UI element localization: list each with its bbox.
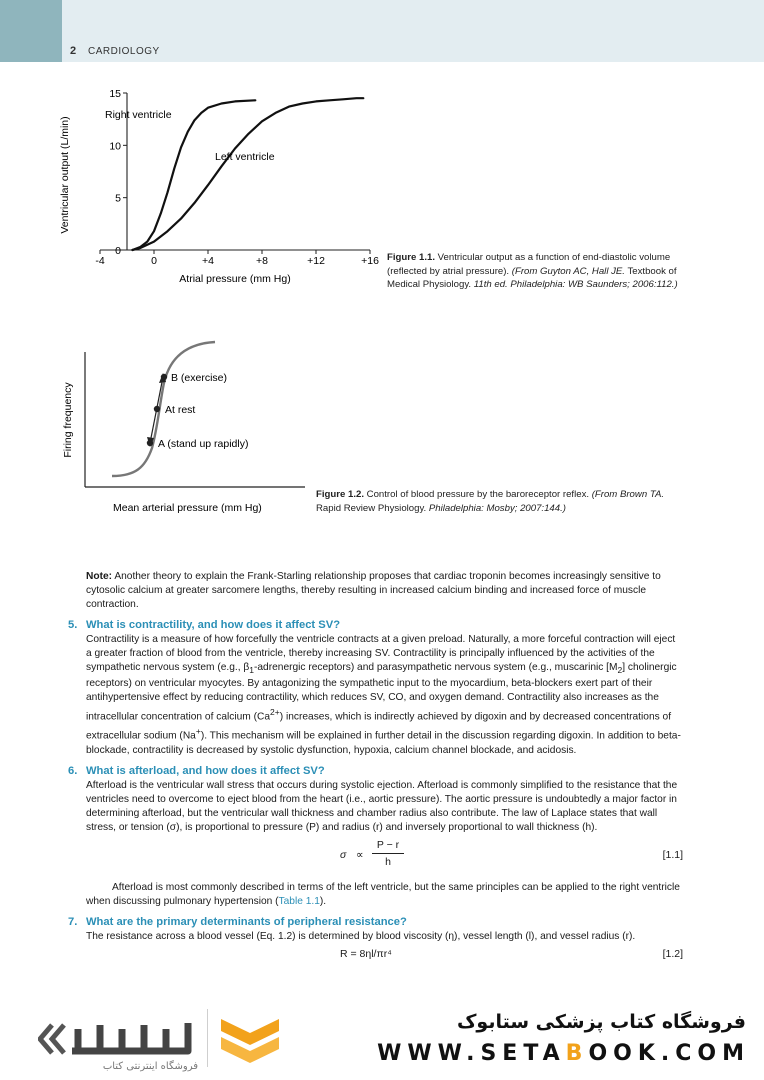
- y-tick-label: 15: [109, 88, 121, 100]
- point-a: [147, 440, 153, 446]
- url-part: WWW.SETA: [377, 1041, 566, 1066]
- figure-1-1-caption: [387, 251, 687, 292]
- equation-fraction: [372, 839, 404, 868]
- question-title: What are the primary determinants of peripheral resistance?: [86, 915, 407, 928]
- figure-1-1-chart: [55, 80, 385, 295]
- superscript: 2+: [270, 707, 280, 718]
- note-label: Note:: [86, 571, 113, 582]
- x-tick-label: -4: [95, 255, 105, 267]
- caption-source-title: Textbook of: [627, 265, 677, 277]
- caption-text: Ventricular output as a function of end-diastolic volume (reflected by atrial pressure).: [387, 252, 671, 277]
- question-number: 7.: [68, 915, 78, 928]
- caption-source-publisher: Philadelphia: Mosby; 2007:144.): [428, 502, 566, 514]
- x-tick-label: +16: [361, 255, 379, 267]
- equation-numerator: P − r: [372, 839, 404, 854]
- equation-text: R = 8ηl/πr⁴: [340, 947, 392, 960]
- figure-1-2-caption: [316, 488, 681, 515]
- answer-part: ] cholinergic receptors) on ventricular myocytes. By antagonizing the sympathetic input to the myocardium, beta-blockers exert part of their antihypertensive effect by reducing contractility, which reduces SV, CO, and oxygen demand. Contractility also increases as the intracellular concentration of calcium (Ca: [86, 662, 677, 723]
- y-tick-label: 0: [115, 245, 121, 257]
- series-label-right-ventricle: Right ventricle: [105, 109, 172, 121]
- logo-chevrons-icon: [40, 1025, 64, 1053]
- setabook-logo: [38, 1003, 208, 1073]
- caption-label: Figure 1.1.: [387, 252, 435, 263]
- equation-tag: [1.2]: [662, 947, 683, 960]
- x-tick-label: 0: [151, 255, 157, 267]
- y-axis-label: Firing frequency: [62, 382, 74, 458]
- answer-part: -adrenergic receptors) and parasympathetic nervous system (e.g., muscarinic [M: [254, 662, 618, 673]
- figure-1-2-chart: [55, 330, 315, 520]
- url-part: OOK.COM: [588, 1041, 750, 1066]
- question-6: [68, 764, 683, 909]
- caption-source: (From Guyton AC, Hall JE.: [511, 265, 625, 277]
- x-axis-label: Atrial pressure (mm Hg): [179, 273, 291, 285]
- subscript: 1: [249, 665, 254, 676]
- paragraph-end: ).: [319, 895, 327, 907]
- shop-name: فروشگاه کتاب پزشکی ستابوک: [456, 1011, 746, 1033]
- x-tick-label: +12: [307, 255, 325, 267]
- y-tick-label: 5: [115, 192, 121, 205]
- note-text: Another theory to explain the Frank-Starling relationship proposes that cardiac troponin becomes increasingly sensitive to cytosolic calcium at greater sarcomere lengths, thereby resulting in increased calcium binding and increased force of muscle contraction.: [86, 571, 661, 610]
- point-at-rest: [154, 406, 160, 412]
- question-heading: [68, 915, 683, 930]
- subscript: 2: [617, 665, 623, 676]
- question-title: What is afterload, and how does it affect SV?: [86, 764, 325, 777]
- caption-label: Figure 1.2.: [316, 489, 364, 500]
- x-tick-label: +8: [256, 255, 268, 267]
- question-heading: [68, 764, 683, 779]
- table-link[interactable]: Table 1.1: [278, 895, 320, 907]
- answer-text: Afterload is the ventricular wall stress that occurs during systolic ejection. Afterload is commonly simplified to the resistance that the ventricles need to overcome to eject blood from the heart (i.e., aortic pressure). The aortic pressure is undoubtedly a major factor in determining afterload, but the ventricular wall thickness and chamber radius also contribute. The law of Laplace states that wall stress, or tension (σ), is proportional to pressure (P) and radius (r) and inversely proportional to wall thickness (h).: [86, 779, 678, 833]
- body-text: [68, 570, 683, 962]
- equation-1-2: [68, 946, 683, 962]
- section-title: CARDIOLOGY: [88, 46, 160, 57]
- question-heading: [68, 618, 683, 633]
- question-number: 6.: [68, 764, 78, 777]
- logo-wordmark-icon: [72, 1023, 188, 1051]
- point-b: [161, 374, 167, 380]
- question-title: What is contractility, and how does it affect SV?: [86, 619, 341, 631]
- series-line-right-ventricle: [132, 100, 255, 250]
- caption-source-title: Rapid Review Physiology.: [316, 502, 427, 514]
- equation-denominator: h: [385, 855, 391, 868]
- x-axis-label: Mean arterial pressure (mm Hg): [113, 502, 262, 514]
- caption-source-publisher: 11th ed. Philadelphia: WB Saunders; 2006:112.): [473, 279, 678, 290]
- caption-source-title-2: Medical Physiology.: [387, 279, 472, 290]
- y-axis-label: Ventricular output (L/min): [59, 116, 71, 234]
- superscript: +: [195, 726, 201, 737]
- series-label-left-ventricle: Left ventricle: [215, 151, 275, 163]
- equation-operator: ∝: [356, 848, 364, 861]
- chevron-mark-icon: [215, 1013, 285, 1069]
- point-a-label: A (stand up rapidly): [158, 438, 249, 450]
- logo-tagline: فروشگاه اینترنتی کتاب: [102, 1061, 198, 1072]
- question-5: [68, 618, 683, 758]
- answer-text: [68, 633, 683, 758]
- equation-tag: [1.1]: [662, 848, 683, 861]
- logo-divider: [207, 1009, 208, 1067]
- caption-source: (From Brown TA.: [591, 489, 665, 500]
- afterload-paragraph: [68, 881, 683, 909]
- note-paragraph: [68, 570, 683, 612]
- answer-part: ) increases, which is indirectly achieved by digoxin and by decreased concentrations of extracellular sodium (Na: [86, 711, 672, 742]
- point-at-rest-label: At rest: [165, 404, 196, 416]
- url-accent: B: [565, 1041, 589, 1066]
- page-header-tab: [0, 0, 62, 62]
- question-number: 5.: [68, 619, 78, 631]
- shop-url[interactable]: [377, 1041, 750, 1066]
- point-b-label: B (exercise): [171, 372, 228, 384]
- x-tick-label: +4: [202, 255, 214, 267]
- equation-1-1: [68, 839, 683, 877]
- footer-banner: [0, 995, 764, 1080]
- page-number: 2: [70, 45, 77, 57]
- answer-text: The resistance across a blood vessel (Eq. 1.2) is determined by blood viscosity (η), vessel length (l), and vessel radius (r).: [86, 930, 636, 942]
- answer-part: ). This mechanism will be explained in further detail in the discussion regarding digoxin. In addition to beta-blockade, contractility is decreased by systolic dysfunction, hypoxia, calcium channel blockade, and acidosis.: [86, 730, 681, 756]
- answer-part: Contractility is a measure of how forcefully the ventricle contracts at a given preload. Naturally, a more forceful contraction will eject a greater fraction of blood from the ventricle, thereby increasing SV. Contractility is principally influenced by the activities of the sympathetic nervous system (e.g., β: [86, 634, 676, 673]
- baroreceptor-curve: [112, 342, 215, 476]
- equation-lhs: σ: [340, 848, 347, 861]
- paragraph-text: Afterload is most commonly described in terms of the left ventricle, but the same principles can be applied to the right ventricle when discussing pulmonary hypertension (: [86, 881, 680, 907]
- question-7: [68, 915, 683, 962]
- caption-text: Control of blood pressure by the baroreceptor reflex.: [366, 489, 590, 500]
- y-tick-label: 10: [109, 140, 121, 153]
